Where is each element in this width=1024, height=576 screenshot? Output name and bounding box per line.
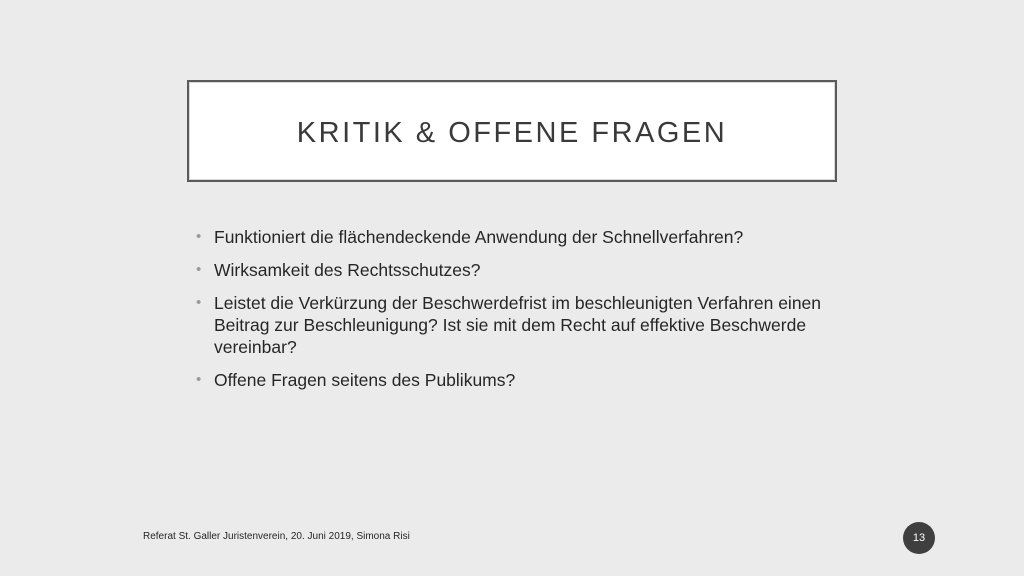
footer-text: Referat St. Galler Juristenverein, 20. Juni 2019, Simona Risi (143, 531, 410, 542)
bullet-item (196, 259, 836, 281)
bullet-item (196, 292, 836, 358)
bullet-list (196, 226, 836, 402)
bullet-item (196, 226, 836, 248)
bullet-dot-icon: • (196, 261, 202, 278)
bullet-text: Wirksamkeit des Rechtsschutzes? (214, 260, 481, 280)
bullet-dot-icon: • (196, 228, 202, 245)
bullet-text: Leistet die Verkürzung der Beschwerdefrist im beschleunigten Verfahren einen Beitrag zur Beschleunigung? Ist sie mit dem Recht auf effektive Beschwerde vereinbar? (214, 293, 822, 357)
bullet-dot-icon: • (196, 371, 202, 388)
title-box (187, 80, 837, 182)
bullet-item (196, 369, 836, 391)
slide-title: KRITIK & OFFENE FRAGEN (296, 116, 728, 149)
page-number-badge: 13 (903, 522, 935, 554)
bullet-text: Funktioniert die flächendeckende Anwendung der Schnellverfahren? (214, 227, 744, 247)
bullet-dot-icon: • (196, 294, 202, 311)
bullet-text: Offene Fragen seitens des Publikums? (214, 370, 516, 390)
